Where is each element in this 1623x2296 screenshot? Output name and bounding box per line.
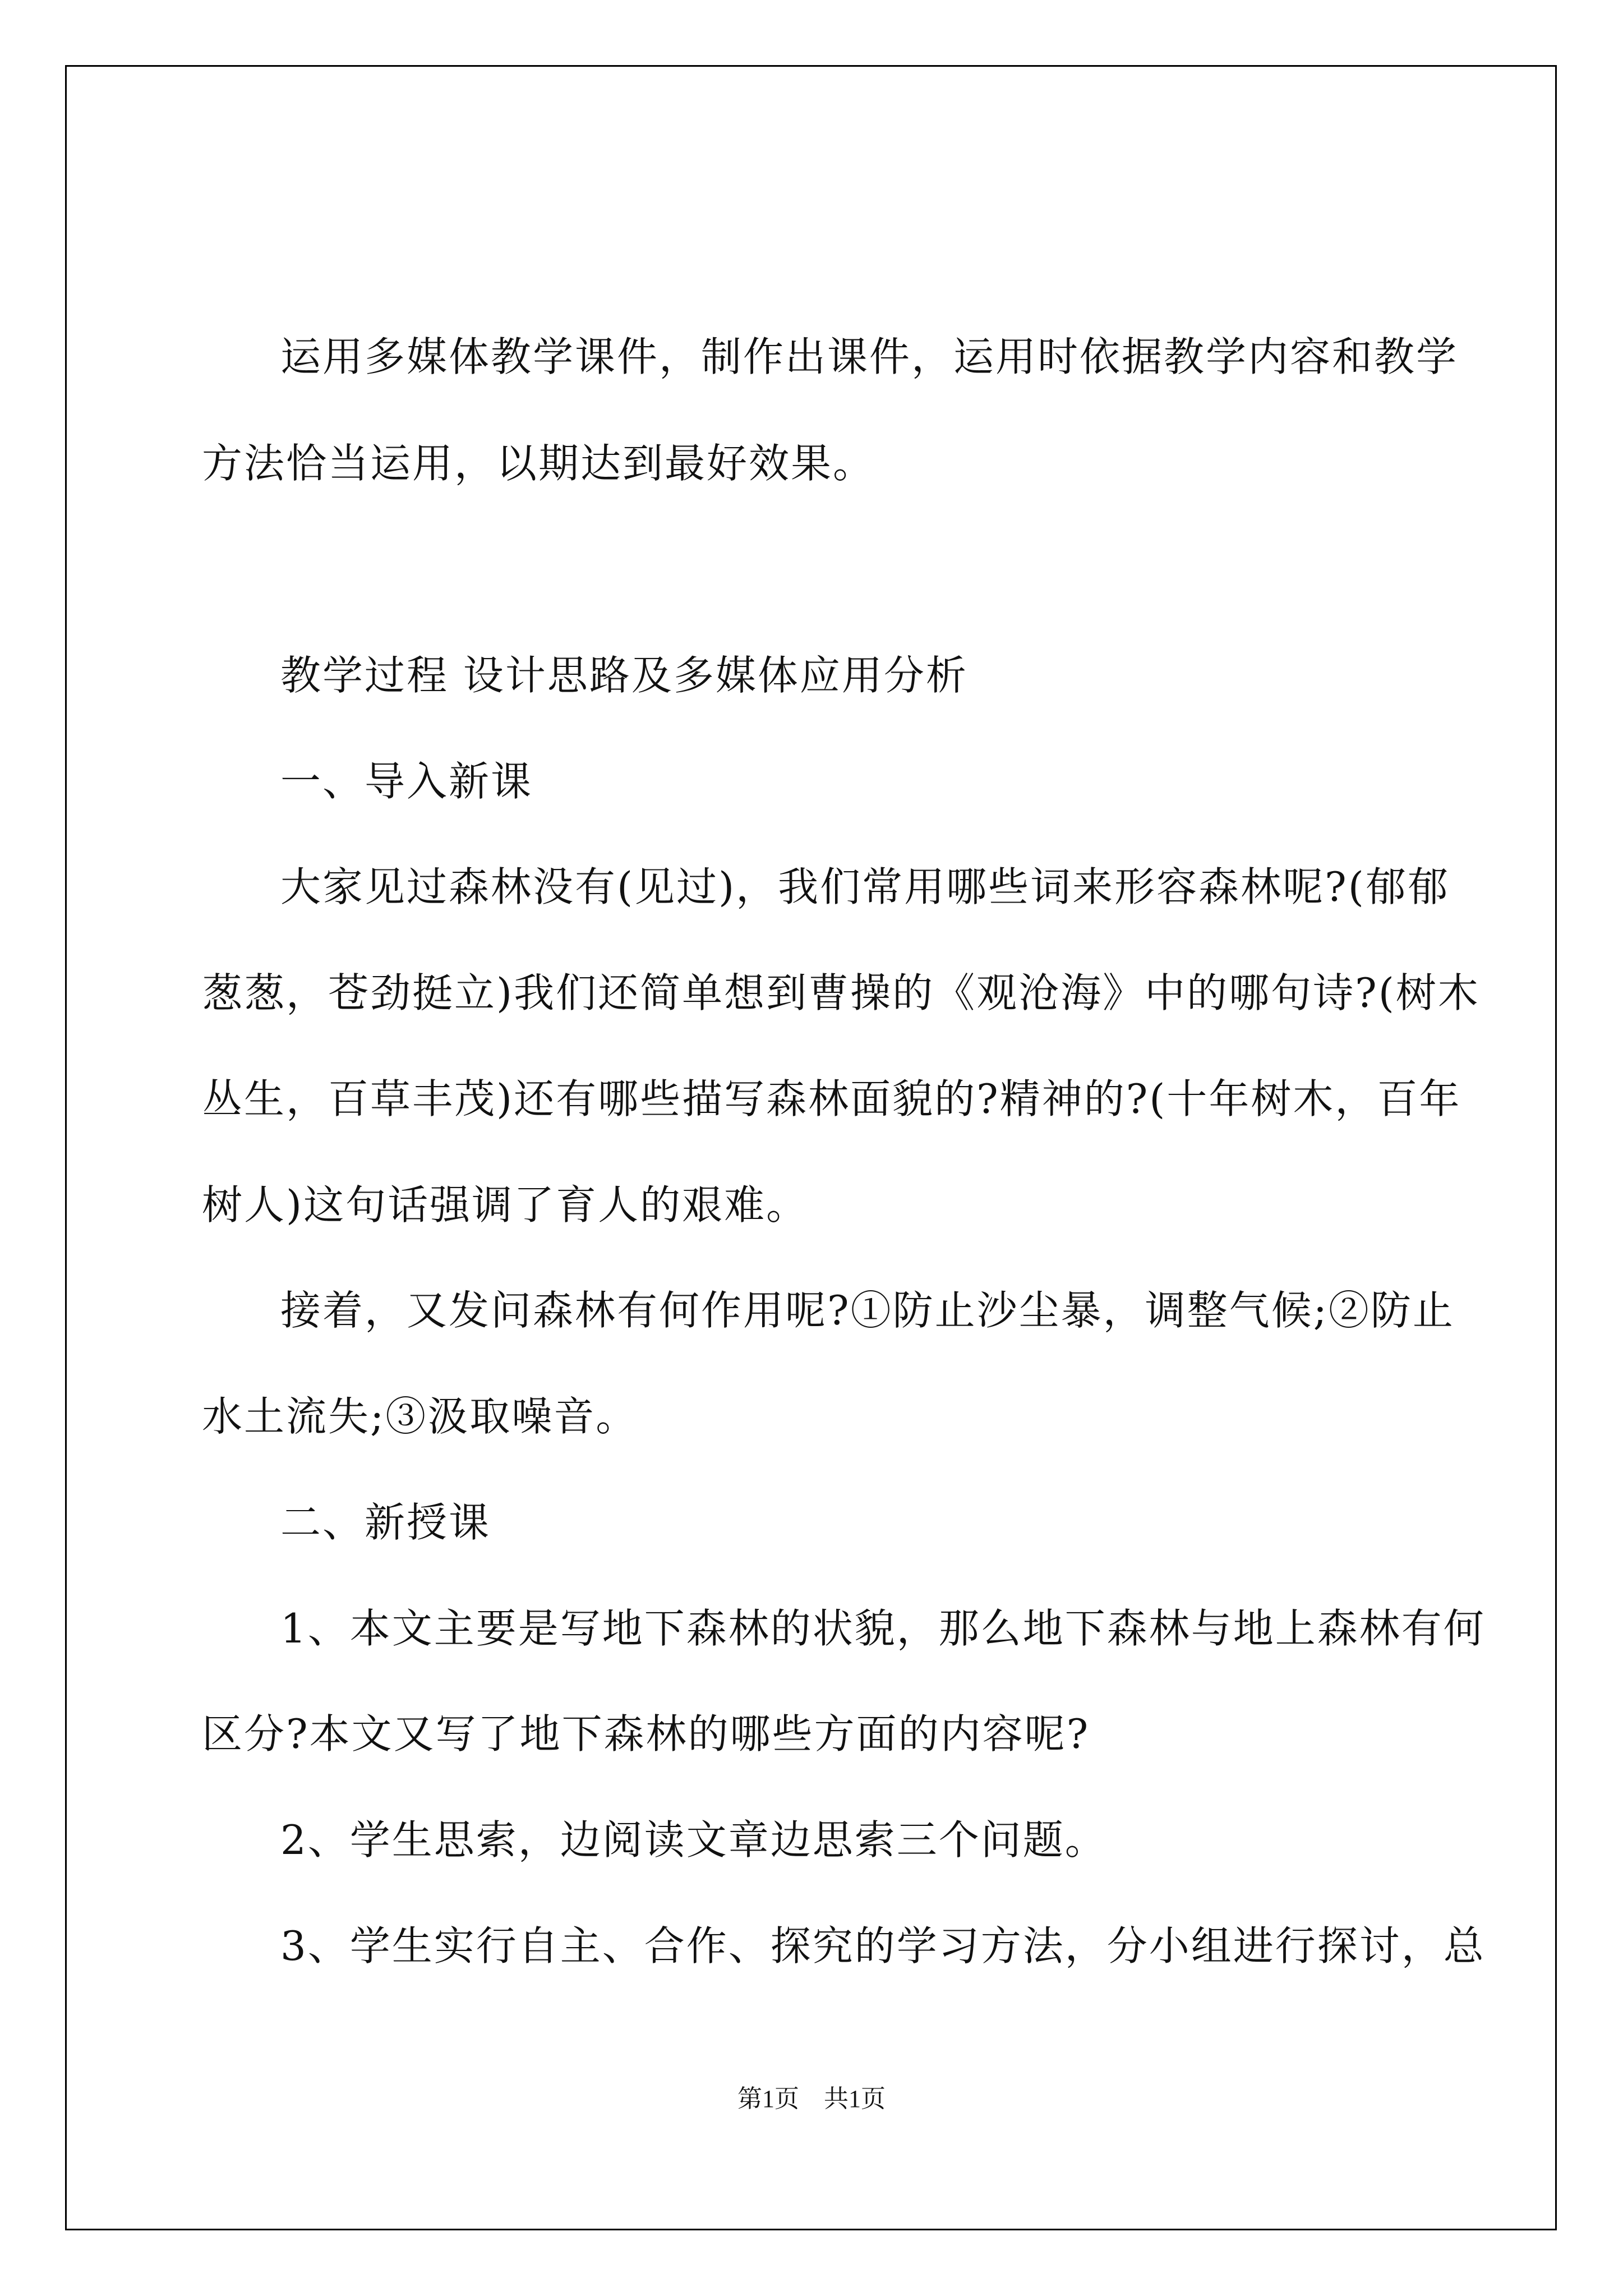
page-border bbox=[65, 65, 1557, 2230]
paragraph-7-line-1: 1、本文主要是写地下森林的状貌，那么地下森林与地上森林有何 bbox=[280, 1605, 1486, 1652]
paragraph-4-line-2: 葱葱，苍劲挺立)我们还简单想到曹操的《观沧海》中的哪句诗?(树木 bbox=[202, 969, 1480, 1016]
heading-new-lesson: 二、新授课 bbox=[280, 1499, 491, 1546]
paragraph-5-line-1: 接着，又发问森林有何作用呢?①防止沙尘暴，调整气候;②防止 bbox=[280, 1287, 1455, 1334]
section-heading: 教学过程 设计思路及多媒体应用分析 bbox=[280, 652, 968, 699]
paragraph-8-line-1: 2、学生思索，边阅读文章边思索三个问题。 bbox=[280, 1816, 1107, 1864]
paragraph-9-line-1: 3、学生实行自主、合作、探究的学习方法，分小组进行探讨，总 bbox=[280, 1922, 1486, 1970]
paragraph-1-line-1: 运用多媒体教学课件，制作出课件，运用时依据教学内容和教学 bbox=[280, 333, 1459, 380]
paragraph-5-line-2: 水土流失;③汲取噪音。 bbox=[202, 1393, 638, 1440]
paragraph-4-line-1: 大家见过森林没有(见过)，我们常用哪些词来形容森林呢?(郁郁 bbox=[280, 863, 1450, 910]
paragraph-4-line-3: 丛生，百草丰茂)还有哪些描写森林面貌的?精神的?(十年树木，百年 bbox=[202, 1075, 1461, 1122]
paragraph-7-line-2: 区分?本文又写了地下森林的哪些方面的内容呢? bbox=[202, 1710, 1090, 1757]
paragraph-1-line-2: 方法恰当运用，以期达到最好效果。 bbox=[202, 440, 875, 487]
paragraph-4-line-4: 树人)这句话强调了育人的艰难。 bbox=[202, 1181, 809, 1228]
page-footer: 第1页 共1页 bbox=[737, 2085, 886, 2113]
heading-intro: 一、导入新课 bbox=[280, 758, 533, 805]
